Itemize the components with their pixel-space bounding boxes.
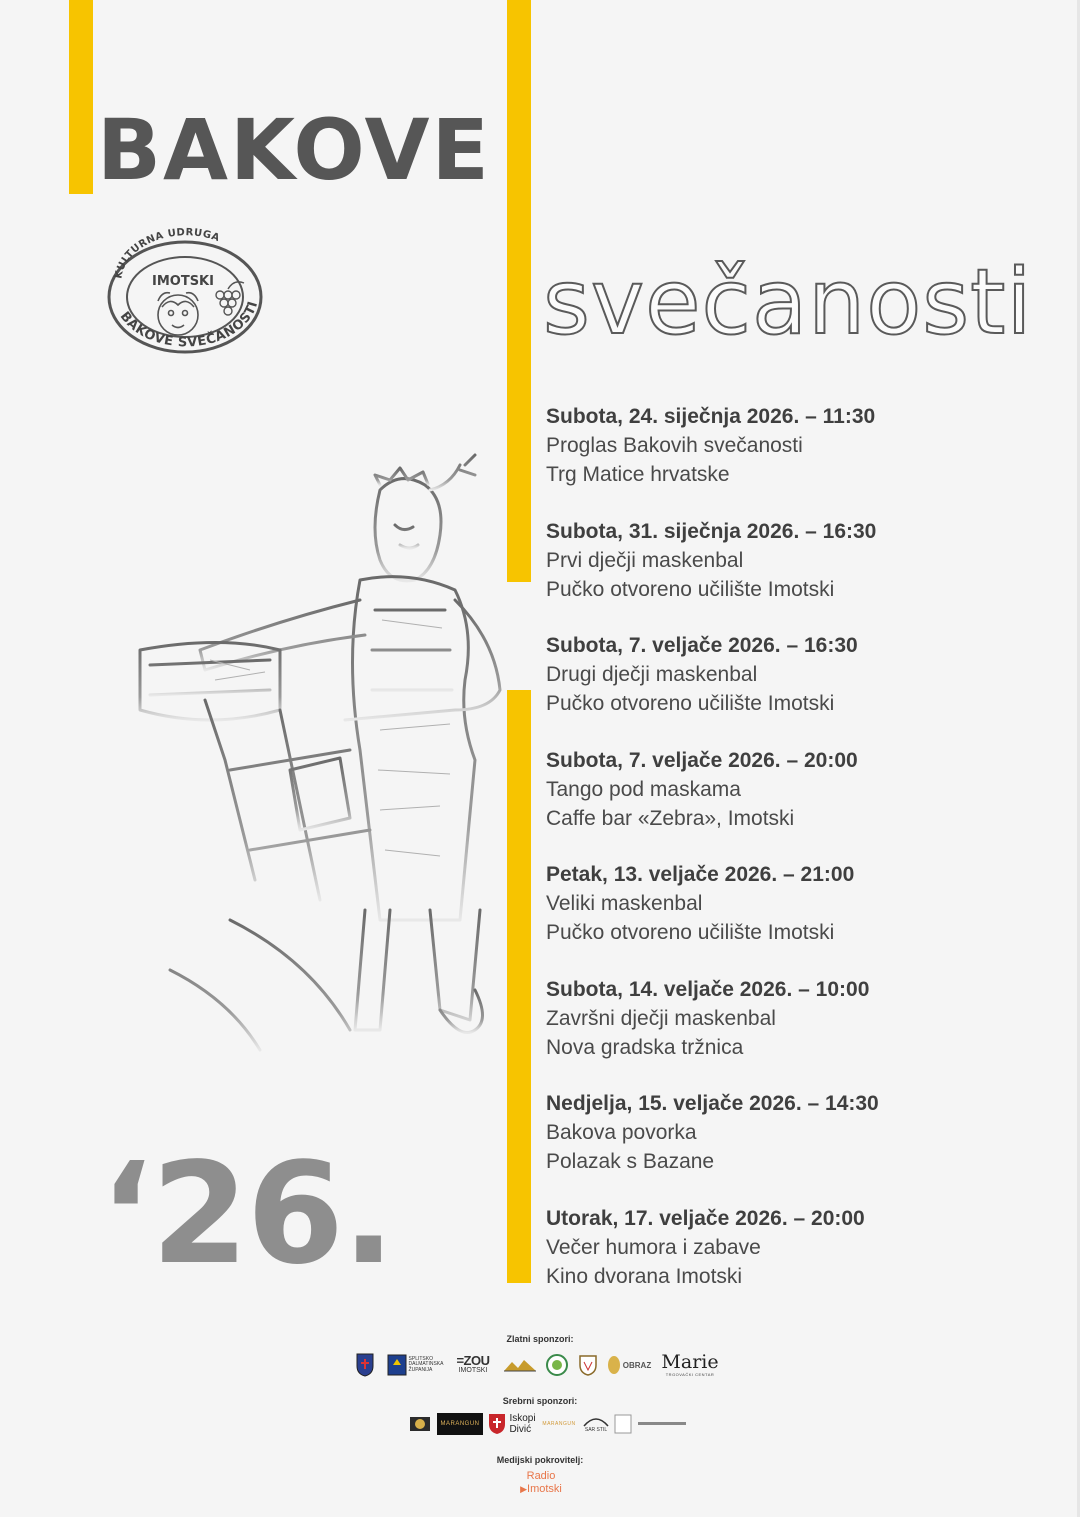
logo-ring-top: KULTURNA UDRUGA bbox=[113, 227, 222, 280]
silver-sponsor-crest-logo bbox=[407, 1412, 433, 1436]
zupanija-line3: ŽUPANIJA bbox=[408, 1366, 433, 1373]
iskopi-line1: Iskopi bbox=[509, 1413, 536, 1424]
event-title: Tango pod maskama bbox=[546, 777, 741, 801]
event-title: Bakova povorka bbox=[546, 1121, 697, 1144]
sar-text: SAR STIL bbox=[584, 1427, 608, 1433]
marangun-text: MARANGUN bbox=[440, 1421, 480, 1427]
title-svecanosti: svečanosti bbox=[543, 250, 1033, 355]
event-date: Nedjelja, 15. veljače 2026. – 14:30 bbox=[546, 1092, 879, 1115]
event-item bbox=[546, 1089, 1066, 1204]
sar-stil-logo bbox=[581, 1411, 611, 1437]
event-place: Pučko otvoreno učilište Imotski bbox=[546, 577, 835, 601]
tzg-imotski-logo bbox=[452, 1352, 494, 1378]
radio-line2-row bbox=[506, 1483, 576, 1496]
sponsor-round-green-logo bbox=[544, 1352, 570, 1378]
sponsor-shield-logo bbox=[576, 1352, 600, 1378]
zupanija-logo bbox=[384, 1352, 446, 1378]
event-item bbox=[546, 860, 1066, 975]
play-icon: ▶ bbox=[520, 1484, 528, 1494]
svg-text:BAKOVE SVEČANOSTI bbox=[117, 300, 261, 351]
event-place: Trg Matice hrvatske bbox=[546, 463, 730, 486]
marie-sub: TRGOVAČKI CENTAR bbox=[665, 1372, 715, 1377]
radio-line2: Imotski bbox=[527, 1483, 562, 1495]
bacchus-face-icon bbox=[158, 293, 198, 335]
marangun-small-text: MARANGUN bbox=[542, 1421, 576, 1427]
title-bakove: BAKOVE bbox=[97, 101, 491, 199]
silver-sponsor-box-logo bbox=[613, 1413, 633, 1435]
event-title: Završni dječji maskenbal bbox=[546, 1006, 776, 1030]
event-date: Subota, 7. veljače 2026. – 16:30 bbox=[546, 634, 858, 657]
event-date: Subota, 7. veljače 2026. – 20:00 bbox=[546, 748, 858, 772]
event-item bbox=[546, 402, 1066, 517]
zupanija-line2: DALMATINSKA bbox=[408, 1361, 444, 1368]
event-list bbox=[546, 402, 1066, 1318]
event-item bbox=[546, 1204, 1066, 1319]
event-date: Utorak, 17. veljače 2026. – 20:00 bbox=[546, 1206, 865, 1230]
silver-sponsor-text-logo bbox=[637, 1413, 687, 1435]
event-title: Proglas Bakovih svečanosti bbox=[546, 434, 803, 457]
event-place: Kino dvorana Imotski bbox=[546, 1264, 743, 1288]
event-date: Subota, 24. siječnja 2026. – 11:30 bbox=[546, 405, 876, 428]
event-place: Caffe bar «Zebra», Imotski bbox=[546, 806, 795, 830]
logo-ring-mid: IMOTSKI bbox=[152, 274, 214, 289]
accent-bar-left bbox=[69, 0, 93, 194]
marie-logo bbox=[660, 1352, 720, 1378]
event-date: Subota, 31. siječnja 2026. – 16:30 bbox=[546, 519, 877, 543]
event-title: Drugi dječji maskenbal bbox=[546, 663, 758, 686]
svg-text:KULTURNA UDRUGA bbox=[113, 227, 221, 279]
event-date: Petak, 13. veljače 2026. – 21:00 bbox=[546, 863, 855, 886]
marangun-small-logo bbox=[539, 1413, 579, 1435]
marie-text: Marie bbox=[661, 1351, 719, 1373]
event-title: Večer humora i zabave bbox=[546, 1235, 761, 1259]
marangun-logo bbox=[437, 1413, 483, 1435]
media-sponsor-heading: Medijski pokrovitelj: bbox=[496, 1455, 584, 1465]
iskopi-divic-logo bbox=[487, 1411, 537, 1437]
zupanija-line1: SPLITSKO bbox=[408, 1356, 433, 1363]
event-item bbox=[546, 631, 1066, 746]
bako-figure-illustration bbox=[110, 450, 530, 1100]
event-item bbox=[546, 746, 1066, 861]
radio-imotski-logo bbox=[506, 1470, 576, 1496]
silver-sponsors-row bbox=[407, 1410, 687, 1438]
event-place: Polazak s Bazane bbox=[546, 1150, 715, 1173]
year-label: ‘26. bbox=[100, 1133, 394, 1296]
event-item bbox=[546, 975, 1066, 1090]
gold-sponsors-row bbox=[354, 1350, 720, 1380]
event-title: Veliki maskenbal bbox=[546, 892, 703, 915]
event-date: Subota, 14. veljače 2026. – 10:00 bbox=[546, 977, 870, 1001]
event-place: Pučko otvoreno učilište Imotski bbox=[546, 921, 835, 944]
obraz-text: OBRAZ bbox=[622, 1360, 652, 1370]
event-place: Pučko otvoreno učilište Imotski bbox=[546, 692, 835, 715]
gold-sponsors-heading: Zlatni sponzori: bbox=[506, 1334, 574, 1344]
obraz-logo bbox=[606, 1352, 652, 1378]
logo-ring-bottom: BAKOVE SVEČANOSTI bbox=[116, 299, 262, 351]
event-title: Prvi dječji maskenbal bbox=[546, 548, 744, 572]
grad-imotski-crest-icon bbox=[354, 1352, 376, 1378]
tzg-bottom: IMOTSKI bbox=[458, 1367, 488, 1374]
tzg-top: =ZOU bbox=[456, 1353, 490, 1368]
iskopi-line2: Divić bbox=[509, 1424, 532, 1435]
sponsor-mountain-logo bbox=[502, 1352, 538, 1378]
udruga-logo bbox=[100, 225, 266, 357]
radio-line1: Radio bbox=[526, 1470, 556, 1482]
event-item bbox=[546, 517, 1066, 632]
event-place: Nova gradska tržnica bbox=[546, 1035, 744, 1059]
silver-sponsors-heading: Srebrni sponzori: bbox=[502, 1396, 578, 1406]
